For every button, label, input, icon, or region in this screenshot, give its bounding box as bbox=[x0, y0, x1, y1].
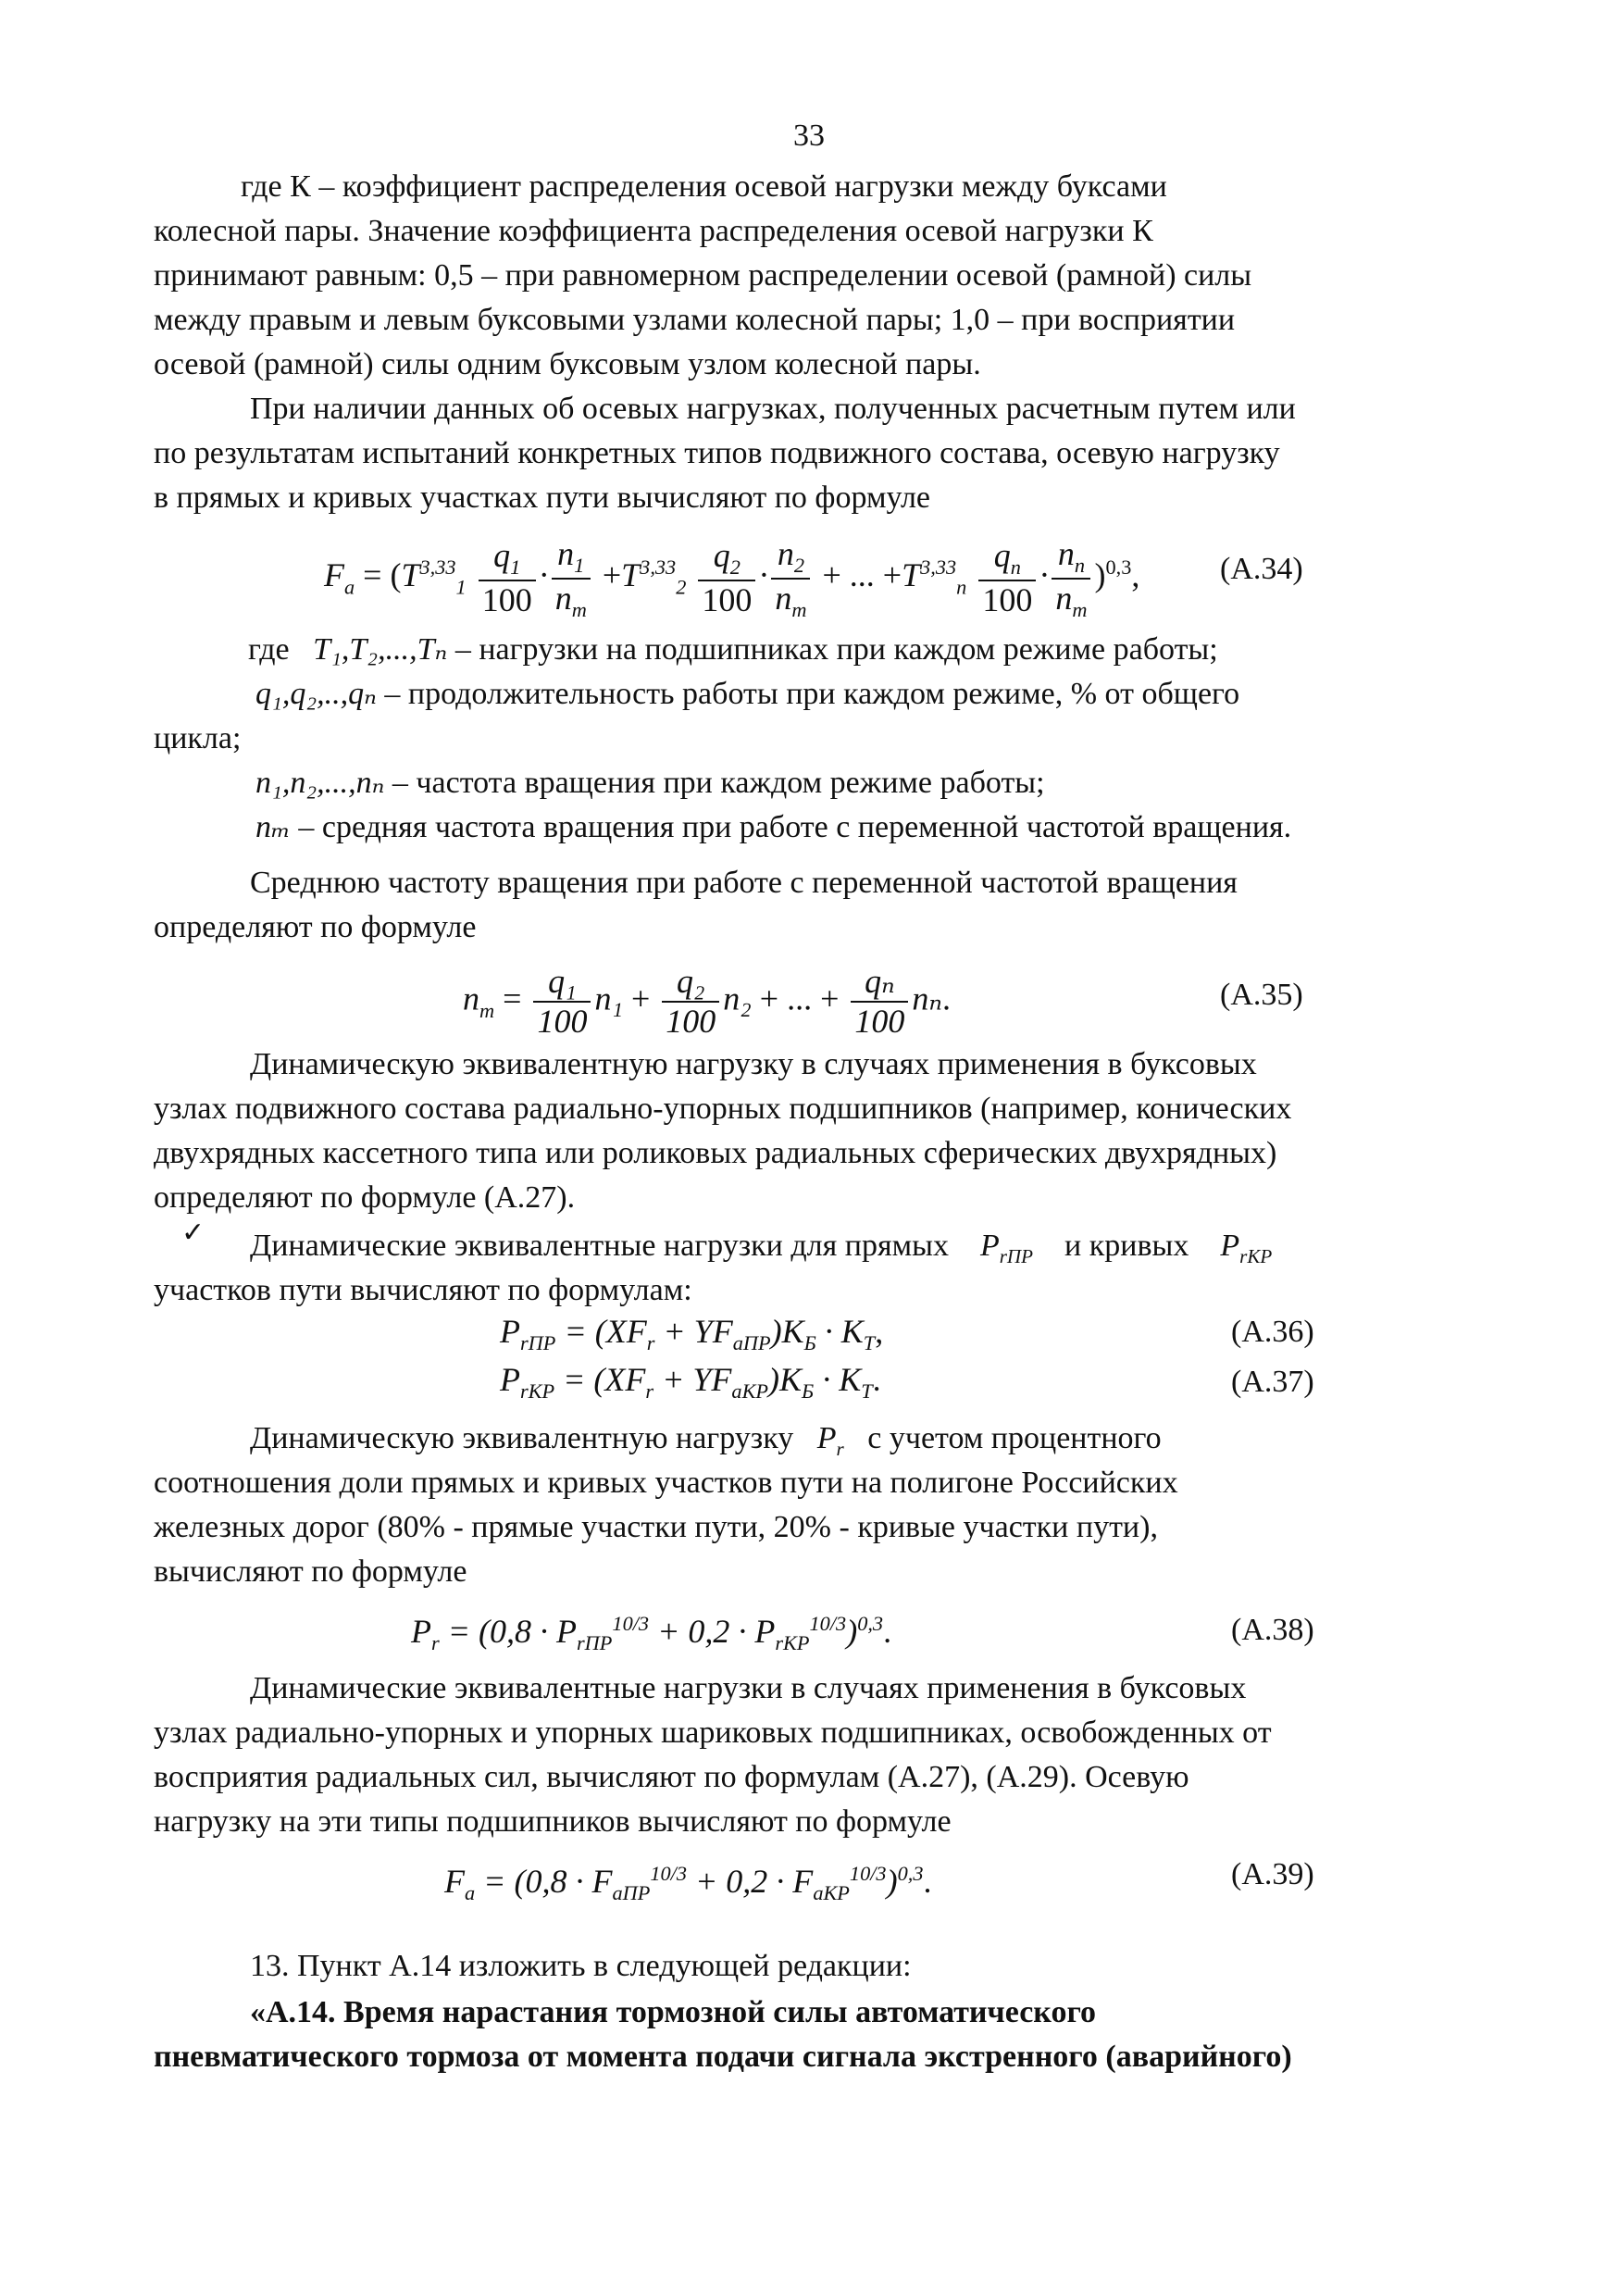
equation-a34-label: (А.34) bbox=[1220, 552, 1303, 586]
para2-line-2: по результатам испытаний конкретных типов подвижного состава, осевую нагрузку bbox=[154, 436, 1280, 470]
equation-a35-label: (А.35) bbox=[1220, 978, 1303, 1012]
equation-a39-label: (А.39) bbox=[1231, 1857, 1314, 1891]
equation-a34: $F_a = (T^{3,33}_1$ $\frac{q_1}{100}$ · $\frac{n_1}{n_m}$ $+T^{3,33}_2$ $\frac{q_2}{100}$ · $\frac{n_2}{n_m}$ + ... $+T^{3,33}_n$ $\frac{q_n}{100}$ · $\frac{n_n}{n_m}$ )$^{0,3}$, bbox=[324, 535, 1140, 622]
a14-line-1: «А.14. Время нарастания тормозной силы автоматического bbox=[250, 1995, 1097, 2029]
where-item-1: где T₁,T₂,...,Tₙ – нагрузки на подшипниках при каждом режиме работы; bbox=[248, 632, 1218, 667]
para1-line-4: между правым и левым буксовыми узлами колесной пары; 1,0 – при восприятии bbox=[154, 303, 1236, 337]
where-item-4: nₘ – средняя частота вращения при работе с переменной частотой вращения. bbox=[255, 810, 1292, 844]
item-13: 13. Пункт А.14 изложить в следующей редакции: bbox=[250, 1949, 912, 1983]
para6-line-1: Динамическую эквивалентную нагрузку $P_r$ с учетом процентного bbox=[250, 1421, 1162, 1460]
page-number: 33 bbox=[793, 119, 825, 153]
para6-line-2: соотношения доли прямых и кривых участков пути на полигоне Российских bbox=[154, 1466, 1178, 1500]
where-item-3: n₁,n₂,...,nₙ – частота вращения при каждом режиме работы; bbox=[255, 766, 1045, 800]
para5-line-2: участков пути вычисляют по формулам: bbox=[154, 1273, 692, 1307]
equation-a35: $n_m$ = $\frac{\text{q₁}}{100}$ n₁ + $\frac{\text{q₂}}{100}$ n₂ + ... + $\frac{\text{qₙ}}{100}$ nₙ. bbox=[463, 963, 951, 1041]
equation-a38-label: (А.38) bbox=[1231, 1613, 1314, 1647]
para7-line-4: нагрузку на эти типы подшипников вычисляют по формуле bbox=[154, 1804, 952, 1839]
margin-check-mark: ✓ bbox=[181, 1217, 205, 1248]
para7-line-3: восприятия радиальных сил, вычисляют по формулам (А.27), (А.29). Осевую bbox=[154, 1760, 1189, 1794]
equation-a38: $P_r = (0,8 \cdot P_{rПР}^{10/3} + 0,2 \cdot P_{rКР}^{10/3})^{0,3}$. bbox=[411, 1612, 892, 1655]
para1-line-2: колесной пары. Значение коэффициента распределения осевой нагрузки К bbox=[154, 214, 1153, 248]
para4-line-2: узлах подвижного состава радиально-упорных подшипников (например, конических bbox=[154, 1092, 1292, 1126]
para4-line-3: двухрядных кассетного типа или роликовых радиальных сферических двухрядных) bbox=[154, 1136, 1277, 1170]
para3-line-1: Среднюю частоту вращения при работе с переменной частотой вращения bbox=[250, 866, 1238, 900]
para2-line-3: в прямых и кривых участках пути вычисляют по формуле bbox=[154, 480, 931, 515]
equation-a37-label: (А.37) bbox=[1231, 1365, 1314, 1399]
para3-line-2: определяют по формуле bbox=[154, 910, 477, 944]
para7-line-1: Динамические эквивалентные нагрузки в случаях применения в буксовых bbox=[250, 1671, 1247, 1705]
para4-line-4: определяют по формуле (А.27). bbox=[154, 1180, 576, 1215]
equation-a36-label: (А.36) bbox=[1231, 1315, 1314, 1349]
para5-line-1: Динамические эквивалентные нагрузки для прямых $P_{rПР}$ и кривых $P_{rКР}$ bbox=[250, 1229, 1273, 1267]
equation-a36: $P_{rПР} = (XF_r + YF_{aПР})K_Б \cdot K_T$, bbox=[500, 1313, 884, 1355]
para7-line-2: узлах радиально-упорных и упорных шариковых подшипниках, освобожденных от bbox=[154, 1716, 1272, 1750]
where-item-2: q₁,q₂,..,qₙ – продолжительность работы при каждом режиме, % от общего bbox=[255, 677, 1240, 711]
a14-line-2: пневматического тормоза от момента подачи сигнала экстренного (аварийного) bbox=[154, 2040, 1292, 2074]
para1-line-3: принимают равным: 0,5 – при равномерном распределении осевой (рамной) силы bbox=[154, 258, 1252, 293]
para1-line-1: где К – коэффициент распределения осевой нагрузки между буксами bbox=[241, 169, 1167, 204]
equation-a39: $F_a = (0,8 \cdot F_{aПР}^{10/3} + 0,2 \cdot F_{aКР}^{10/3})^{0,3}$. bbox=[444, 1862, 932, 1905]
where-item-2-cont: цикла; bbox=[154, 721, 242, 755]
equation-a37: $P_{rКР} = (XF_r + YF_{aКР})K_Б \cdot K_T$. bbox=[500, 1361, 881, 1404]
para1-line-5: осевой (рамной) силы одним буксовым узлом колесной пары. bbox=[154, 347, 981, 381]
para4-line-1: Динамическую эквивалентную нагрузку в случаях применения в буксовых bbox=[250, 1047, 1257, 1081]
para6-line-3: железных дорог (80% - прямые участки пути, 20% - кривые участки пути), bbox=[154, 1510, 1158, 1544]
para6-line-4: вычисляют по формуле bbox=[154, 1554, 467, 1589]
para2-line-1: При наличии данных об осевых нагрузках, полученных расчетным путем или bbox=[250, 392, 1296, 426]
